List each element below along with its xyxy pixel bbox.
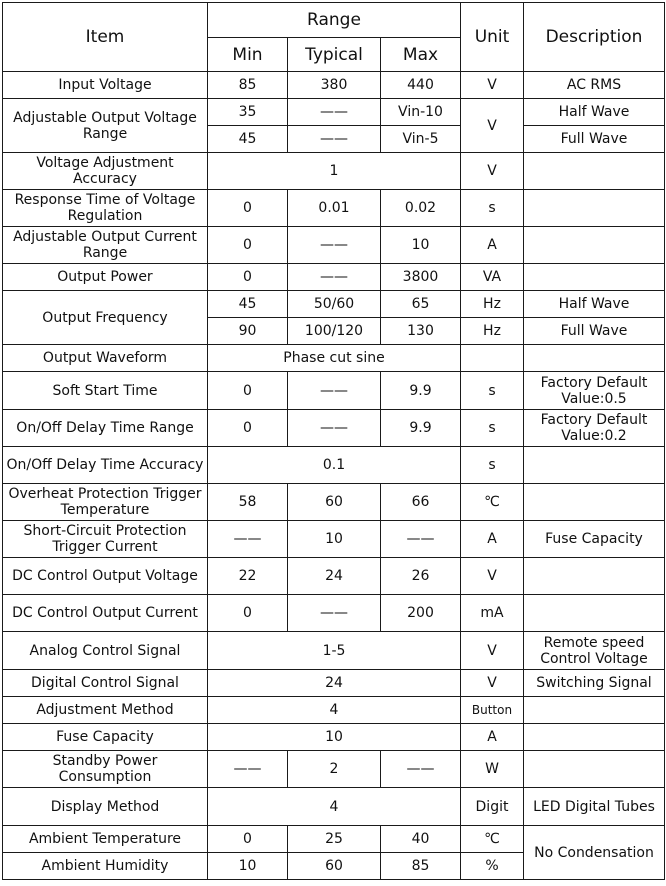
item-cell: Overheat Protection Trigger Temperature bbox=[3, 484, 208, 521]
item-cell: Output Power bbox=[3, 264, 208, 291]
max-cell: 85 bbox=[381, 853, 461, 880]
table-row bbox=[3, 697, 665, 724]
typical-cell: 25 bbox=[288, 826, 381, 853]
unit-cell: s bbox=[461, 372, 524, 410]
min-cell: —— bbox=[208, 751, 288, 788]
description-cell bbox=[524, 697, 665, 724]
unit-cell: A bbox=[461, 521, 524, 558]
typical-cell: —— bbox=[288, 372, 381, 410]
table-row bbox=[3, 484, 665, 521]
min-cell: 45 bbox=[208, 126, 288, 153]
value-cell: 1-5 bbox=[208, 632, 461, 670]
unit-cell: ℃ bbox=[461, 484, 524, 521]
typical-cell: 100/120 bbox=[288, 318, 381, 345]
typical-cell: 2 bbox=[288, 751, 381, 788]
unit-cell: V bbox=[461, 72, 524, 99]
min-cell: 35 bbox=[208, 99, 288, 126]
min-cell: 58 bbox=[208, 484, 288, 521]
typical-cell: 0.01 bbox=[288, 190, 381, 227]
unit-cell: V bbox=[461, 670, 524, 697]
table-row bbox=[3, 264, 665, 291]
max-cell: 200 bbox=[381, 595, 461, 632]
description-cell bbox=[524, 227, 665, 264]
item-cell: Adjustment Method bbox=[3, 697, 208, 724]
table-row bbox=[3, 153, 665, 190]
item-cell: Output Frequency bbox=[3, 291, 208, 345]
unit-cell: V bbox=[461, 153, 524, 190]
table-row bbox=[3, 72, 665, 99]
description-cell: Full Wave bbox=[524, 318, 665, 345]
value-cell: Phase cut sine bbox=[208, 345, 461, 372]
unit-cell: V bbox=[461, 99, 524, 153]
item-cell: DC Control Output Voltage bbox=[3, 558, 208, 595]
unit-cell: mA bbox=[461, 595, 524, 632]
value-cell: 24 bbox=[208, 670, 461, 697]
description-cell: Switching Signal bbox=[524, 670, 665, 697]
typical-cell: 24 bbox=[288, 558, 381, 595]
description-cell: Factory Default Value:0.5 bbox=[524, 372, 665, 410]
value-cell: 10 bbox=[208, 724, 461, 751]
typical-cell: —— bbox=[288, 227, 381, 264]
max-cell: 66 bbox=[381, 484, 461, 521]
unit-cell: s bbox=[461, 190, 524, 227]
item-cell: Adjustable Output Current Range bbox=[3, 227, 208, 264]
description-cell: No Condensation bbox=[524, 826, 665, 880]
item-cell: On/Off Delay Time Accuracy bbox=[3, 447, 208, 484]
table-row bbox=[3, 227, 665, 264]
typical-cell: 10 bbox=[288, 521, 381, 558]
max-cell: 10 bbox=[381, 227, 461, 264]
table-row bbox=[3, 291, 665, 318]
max-cell: 65 bbox=[381, 291, 461, 318]
description-cell bbox=[524, 751, 665, 788]
item-cell: Analog Control Signal bbox=[3, 632, 208, 670]
description-cell bbox=[524, 264, 665, 291]
typical-cell: —— bbox=[288, 410, 381, 447]
max-cell: 0.02 bbox=[381, 190, 461, 227]
item-cell: Voltage Adjustment Accuracy bbox=[3, 153, 208, 190]
item-cell: Fuse Capacity bbox=[3, 724, 208, 751]
item-cell: On/Off Delay Time Range bbox=[3, 410, 208, 447]
item-cell: Input Voltage bbox=[3, 72, 208, 99]
table-row bbox=[3, 447, 665, 484]
typical-cell: 60 bbox=[288, 484, 381, 521]
unit-cell: s bbox=[461, 410, 524, 447]
max-cell: 26 bbox=[381, 558, 461, 595]
description-cell bbox=[524, 558, 665, 595]
description-cell bbox=[524, 153, 665, 190]
min-cell: 22 bbox=[208, 558, 288, 595]
max-cell: 40 bbox=[381, 826, 461, 853]
typical-cell: —— bbox=[288, 126, 381, 153]
description-cell: LED Digital Tubes bbox=[524, 788, 665, 826]
description-cell: Half Wave bbox=[524, 99, 665, 126]
unit-cell: Digit bbox=[461, 788, 524, 826]
item-cell: Standby Power Consumption bbox=[3, 751, 208, 788]
header-item: Item bbox=[3, 3, 208, 72]
min-cell: 0 bbox=[208, 264, 288, 291]
item-cell: Display Method bbox=[3, 788, 208, 826]
value-cell: 0.1 bbox=[208, 447, 461, 484]
item-cell: Short-Circuit Protection Trigger Current bbox=[3, 521, 208, 558]
unit-cell: Button bbox=[461, 697, 524, 724]
spec-table-container bbox=[2, 2, 665, 880]
description-cell: Factory Default Value:0.2 bbox=[524, 410, 665, 447]
min-cell: —— bbox=[208, 521, 288, 558]
table-row bbox=[3, 521, 665, 558]
header-row bbox=[3, 3, 665, 38]
value-cell: 1 bbox=[208, 153, 461, 190]
unit-cell: A bbox=[461, 227, 524, 264]
description-cell bbox=[524, 595, 665, 632]
unit-cell bbox=[461, 345, 524, 372]
unit-cell: s bbox=[461, 447, 524, 484]
table-row bbox=[3, 670, 665, 697]
description-cell bbox=[524, 345, 665, 372]
item-cell: Soft Start Time bbox=[3, 372, 208, 410]
unit-cell: Hz bbox=[461, 318, 524, 345]
unit-cell: A bbox=[461, 724, 524, 751]
table-row bbox=[3, 595, 665, 632]
unit-cell: ℃ bbox=[461, 826, 524, 853]
table-row bbox=[3, 345, 665, 372]
table-row bbox=[3, 632, 665, 670]
typical-cell: 380 bbox=[288, 72, 381, 99]
table-row bbox=[3, 558, 665, 595]
min-cell: 0 bbox=[208, 595, 288, 632]
typical-cell: 60 bbox=[288, 853, 381, 880]
description-cell bbox=[524, 484, 665, 521]
description-cell: Fuse Capacity bbox=[524, 521, 665, 558]
spec-table bbox=[2, 2, 665, 880]
table-row bbox=[3, 751, 665, 788]
min-cell: 45 bbox=[208, 291, 288, 318]
min-cell: 0 bbox=[208, 372, 288, 410]
description-cell bbox=[524, 447, 665, 484]
description-cell bbox=[524, 724, 665, 751]
description-cell: AC RMS bbox=[524, 72, 665, 99]
typical-cell: —— bbox=[288, 264, 381, 291]
unit-cell: W bbox=[461, 751, 524, 788]
min-cell: 90 bbox=[208, 318, 288, 345]
header-range: Range bbox=[208, 3, 461, 38]
value-cell: 4 bbox=[208, 788, 461, 826]
unit-cell: % bbox=[461, 853, 524, 880]
max-cell: 130 bbox=[381, 318, 461, 345]
min-cell: 0 bbox=[208, 227, 288, 264]
header-min: Min bbox=[208, 38, 288, 72]
typical-cell: —— bbox=[288, 595, 381, 632]
table-row bbox=[3, 99, 665, 126]
item-cell: Ambient Temperature bbox=[3, 826, 208, 853]
item-cell: Output Waveform bbox=[3, 345, 208, 372]
table-row bbox=[3, 190, 665, 227]
min-cell: 10 bbox=[208, 853, 288, 880]
table-row bbox=[3, 724, 665, 751]
header-unit: Unit bbox=[461, 3, 524, 72]
item-cell: Adjustable Output Voltage Range bbox=[3, 99, 208, 153]
description-cell: Remote speed Control Voltage bbox=[524, 632, 665, 670]
typical-cell: —— bbox=[288, 99, 381, 126]
header-typical: Typical bbox=[288, 38, 381, 72]
min-cell: 85 bbox=[208, 72, 288, 99]
max-cell: 9.9 bbox=[381, 372, 461, 410]
value-cell: 4 bbox=[208, 697, 461, 724]
header-description: Description bbox=[524, 3, 665, 72]
item-cell: Response Time of Voltage Regulation bbox=[3, 190, 208, 227]
max-cell: 3800 bbox=[381, 264, 461, 291]
min-cell: 0 bbox=[208, 410, 288, 447]
unit-cell: VA bbox=[461, 264, 524, 291]
item-cell: Digital Control Signal bbox=[3, 670, 208, 697]
unit-cell: V bbox=[461, 558, 524, 595]
description-cell: Full Wave bbox=[524, 126, 665, 153]
min-cell: 0 bbox=[208, 190, 288, 227]
item-cell: DC Control Output Current bbox=[3, 595, 208, 632]
description-cell: Half Wave bbox=[524, 291, 665, 318]
max-cell: —— bbox=[381, 751, 461, 788]
header-max: Max bbox=[381, 38, 461, 72]
table-row bbox=[3, 372, 665, 410]
max-cell: 440 bbox=[381, 72, 461, 99]
description-cell bbox=[524, 190, 665, 227]
max-cell: Vin-10 bbox=[381, 99, 461, 126]
min-cell: 0 bbox=[208, 826, 288, 853]
item-cell: Ambient Humidity bbox=[3, 853, 208, 880]
max-cell: —— bbox=[381, 521, 461, 558]
typical-cell: 50/60 bbox=[288, 291, 381, 318]
max-cell: Vin-5 bbox=[381, 126, 461, 153]
unit-cell: Hz bbox=[461, 291, 524, 318]
table-row bbox=[3, 826, 665, 853]
unit-cell: V bbox=[461, 632, 524, 670]
max-cell: 9.9 bbox=[381, 410, 461, 447]
table-row bbox=[3, 788, 665, 826]
table-row bbox=[3, 410, 665, 447]
